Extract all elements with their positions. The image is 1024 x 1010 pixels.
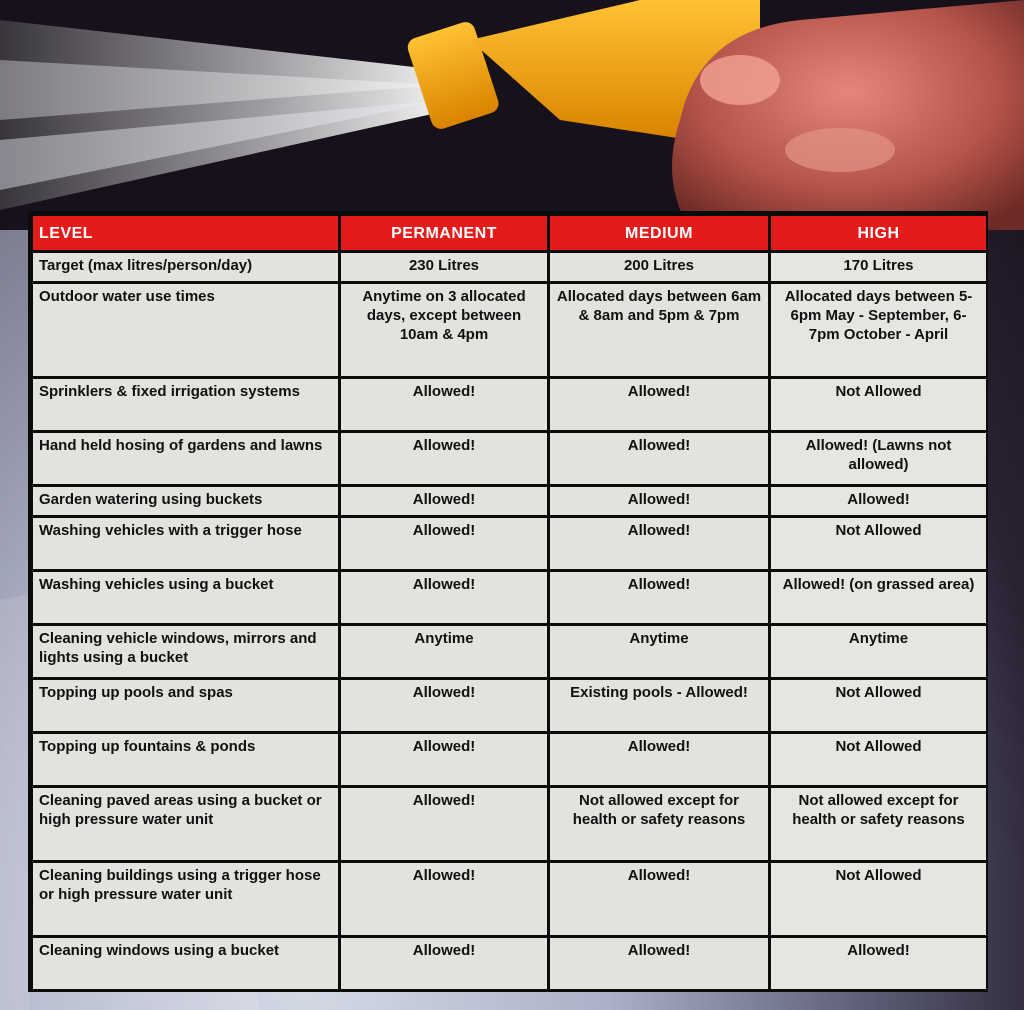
row-label: Washing vehicles with a trigger hose (33, 518, 338, 569)
row-label: Washing vehicles using a bucket (33, 572, 338, 623)
high-value: Not Allowed (771, 734, 986, 785)
permanent-value: 230 Litres (341, 253, 547, 281)
water-restrictions-table-container (28, 211, 988, 992)
row-label: Outdoor water use times (33, 284, 338, 376)
row-label: Cleaning windows using a bucket (33, 938, 338, 989)
row-label: Topping up fountains & ponds (33, 734, 338, 785)
table-body (33, 253, 986, 989)
table-row (33, 518, 986, 569)
permanent-value: Allowed! (341, 487, 547, 515)
high-value: Allocated days between 5-6pm May - September, 6-7pm October - April (771, 284, 986, 376)
medium-value: Anytime (550, 626, 768, 677)
table-row (33, 938, 986, 989)
row-label: Sprinklers & fixed irrigation systems (33, 379, 338, 430)
table-row (33, 788, 986, 860)
table-row (33, 680, 986, 731)
row-label: Topping up pools and spas (33, 680, 338, 731)
header-high: HIGH (771, 216, 986, 250)
row-label: Hand held hosing of gardens and lawns (33, 433, 338, 484)
permanent-value: Allowed! (341, 680, 547, 731)
high-value: Not Allowed (771, 518, 986, 569)
table-row (33, 626, 986, 677)
medium-value: Allowed! (550, 433, 768, 484)
table-row (33, 284, 986, 376)
high-value: 170 Litres (771, 253, 986, 281)
medium-value: Allowed! (550, 572, 768, 623)
permanent-value: Allowed! (341, 938, 547, 989)
table-row (33, 572, 986, 623)
row-label: Garden watering using buckets (33, 487, 338, 515)
permanent-value: Allowed! (341, 433, 547, 484)
medium-value: Allocated days between 6am & 8am and 5pm & 7pm (550, 284, 768, 376)
row-label: Target (max litres/person/day) (33, 253, 338, 281)
medium-value: 200 Litres (550, 253, 768, 281)
permanent-value: Allowed! (341, 734, 547, 785)
row-label: Cleaning vehicle windows, mirrors and lights using a bucket (33, 626, 338, 677)
high-value: Allowed! (771, 938, 986, 989)
medium-value: Not allowed except for health or safety reasons (550, 788, 768, 860)
table-row (33, 863, 986, 935)
permanent-value: Allowed! (341, 788, 547, 860)
table-row (33, 433, 986, 484)
permanent-value: Allowed! (341, 863, 547, 935)
medium-value: Allowed! (550, 863, 768, 935)
header-permanent: PERMANENT (341, 216, 547, 250)
row-label: Cleaning buildings using a trigger hose or high pressure water unit (33, 863, 338, 935)
high-value: Not allowed except for health or safety reasons (771, 788, 986, 860)
row-label: Cleaning paved areas using a bucket or high pressure water unit (33, 788, 338, 860)
high-value: Not Allowed (771, 680, 986, 731)
high-value: Allowed! (on grassed area) (771, 572, 986, 623)
medium-value: Allowed! (550, 938, 768, 989)
permanent-value: Allowed! (341, 518, 547, 569)
table-row (33, 379, 986, 430)
header-level: LEVEL (33, 216, 338, 250)
high-value: Not Allowed (771, 863, 986, 935)
medium-value: Allowed! (550, 518, 768, 569)
permanent-value: Anytime on 3 allocated days, except between 10am & 4pm (341, 284, 547, 376)
table-row (33, 734, 986, 785)
table-row (33, 487, 986, 515)
medium-value: Existing pools - Allowed! (550, 680, 768, 731)
table-row (33, 253, 986, 281)
high-value: Allowed! (771, 487, 986, 515)
permanent-value: Allowed! (341, 379, 547, 430)
medium-value: Allowed! (550, 487, 768, 515)
medium-value: Allowed! (550, 734, 768, 785)
high-value: Not Allowed (771, 379, 986, 430)
header-medium: MEDIUM (550, 216, 768, 250)
water-restrictions-table (30, 213, 989, 992)
high-value: Anytime (771, 626, 986, 677)
table-header-row (33, 216, 986, 250)
permanent-value: Allowed! (341, 572, 547, 623)
permanent-value: Anytime (341, 626, 547, 677)
medium-value: Allowed! (550, 379, 768, 430)
high-value: Allowed! (Lawns not allowed) (771, 433, 986, 484)
